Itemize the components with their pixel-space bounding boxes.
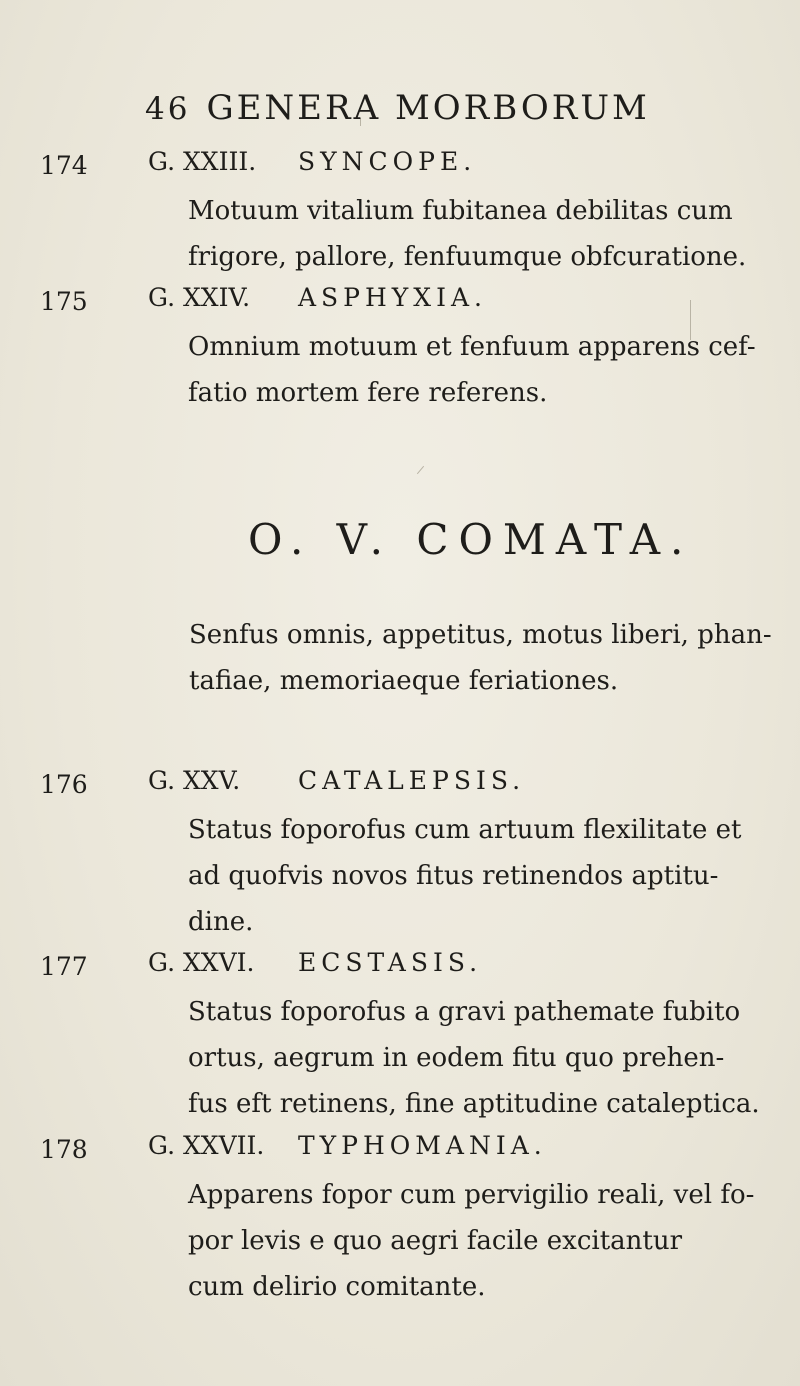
entry-heading: [40, 948, 788, 981]
entry-number: 178: [40, 1135, 88, 1164]
description-line: Senfus omnis, appetitus, motus liberi, phan-: [189, 620, 772, 650]
disease-name: CATALEPSIS.: [298, 766, 526, 795]
entry-description: [148, 324, 788, 416]
running-head: [145, 88, 650, 128]
entry-number: 176: [40, 770, 88, 799]
entry-heading: [40, 283, 788, 316]
entry-description: [148, 989, 788, 1127]
description-line: Apparens fopor cum pervigilio reali, vel fo-: [188, 1180, 755, 1210]
disease-name: ECSTASIS.: [298, 948, 483, 977]
entry-description: [148, 807, 788, 945]
entry-description: [148, 1172, 788, 1310]
page-number: 46: [145, 91, 191, 127]
description-line: Status foporofus cum artuum flexilitate et: [188, 815, 742, 845]
disease-name: ASPHYXIA.: [298, 283, 487, 312]
description-line: ad quofvis novos fitus retinendos aptitu-: [188, 861, 719, 891]
description-line: por levis e quo aegri facile excitantur: [188, 1226, 683, 1256]
description-line: cum delirio comitante.: [188, 1272, 486, 1302]
genus-label: G. XXIII.: [148, 147, 257, 176]
genus-label: G. XXV.: [148, 766, 241, 795]
genus-entry: [40, 1131, 788, 1310]
entry-heading: [40, 1131, 788, 1164]
genus-entry: [40, 766, 788, 945]
order-description: [189, 612, 772, 704]
description-line: ortus, aegrum in eodem fitu quo prehen-: [188, 1043, 725, 1073]
entry-number: 175: [40, 287, 88, 316]
description-line: tafiae, memoriaeque feriationes.: [189, 666, 619, 696]
entry-heading: [40, 766, 788, 799]
description-line: Motuum vitalium fubitanea debilitas cum: [188, 196, 733, 226]
paper-speck: [417, 466, 424, 474]
entry-description: [148, 188, 788, 280]
description-line: fatio mortem fere referens.: [188, 378, 548, 408]
order-title: O. V. COMATA.: [248, 515, 694, 564]
genus-entry: [40, 147, 788, 280]
genus-entry: [40, 283, 788, 416]
description-line: Status foporofus a gravi pathemate fubito: [188, 997, 741, 1027]
genus-label: G. XXIV.: [148, 283, 251, 312]
entry-heading: [40, 147, 788, 180]
description-line: frigore, pallore, fenfuumque obfcuratione.: [188, 242, 747, 272]
disease-name: SYNCOPE.: [298, 147, 477, 176]
description-line: fus eft retinens, fine aptitudine cataleptica.: [188, 1089, 760, 1119]
entry-number: 174: [40, 151, 88, 180]
running-head-title: GENERA MORBORUM: [206, 88, 650, 128]
genus-label: G. XXVII.: [148, 1131, 265, 1160]
disease-name: TYPHOMANIA.: [298, 1131, 547, 1160]
description-line: Omnium motuum et fenfuum apparens cef-: [188, 332, 756, 362]
genus-label: G. XXVI.: [148, 948, 255, 977]
genus-entry: [40, 948, 788, 1127]
entry-number: 177: [40, 952, 88, 981]
description-line: dine.: [188, 907, 254, 937]
